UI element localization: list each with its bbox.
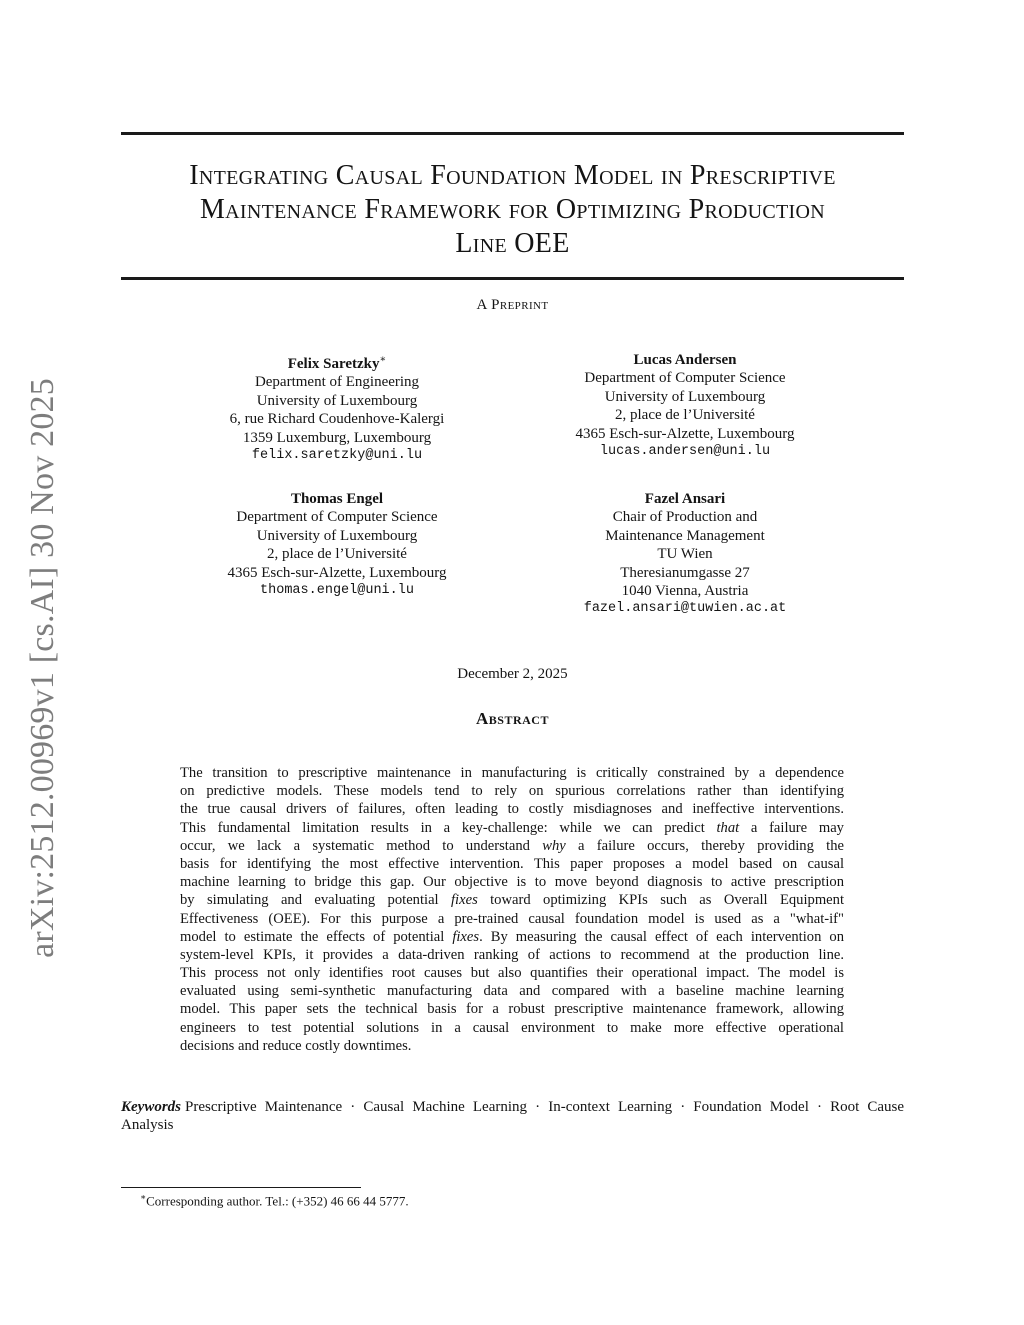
author-name: Thomas Engel [290, 491, 384, 507]
author-block-ansari [525, 490, 845, 619]
emphasis-word: that [716, 819, 740, 836]
keywords-section [121, 1098, 904, 1135]
affiliation-line: Theresianumgasse 27 [620, 564, 750, 581]
arxiv-identifier: arXiv:2512.00969v1 [cs.AI] 30 Nov 2025 [24, 378, 61, 958]
abstract-line: system-level KPIs, it provides a data-driven ranking of actions to recommend at the production line. [180, 946, 844, 963]
title-line: Maintenance Framework for Optimizing Production [199, 194, 825, 225]
author-name: Fazel Ansari [644, 491, 726, 507]
affiliation-line: 1359 Luxemburg, Luxembourg [242, 429, 432, 446]
footnote-text: Corresponding author. Tel.: (+352) 46 66 44 5777. [146, 1193, 409, 1209]
author-block-andersen [525, 351, 845, 461]
affiliation-line: 6, rue Richard Coudenhove-Kalergi [229, 411, 445, 428]
keywords-continuation: Analysis [121, 1117, 174, 1134]
emphasis-word: why [542, 837, 566, 854]
affiliation-line: Department of Computer Science [236, 509, 438, 526]
abstract-line: machine learning to bridge this gap. Our objective is to move beyond diagnosis to active prescription [180, 874, 844, 891]
author-name: Lucas Andersen [633, 352, 737, 368]
affiliation-line: 2, place de l’Université [267, 546, 407, 563]
abstract-heading: Abstract [476, 709, 549, 728]
abstract-line: This process not only identifies root causes but also quantifies their operational impact. The model is [180, 965, 844, 982]
keywords-list: Prescriptive Maintenance · Causal Machine Learning · In-context Learning · Foundation Model · Root Cause [185, 1099, 904, 1115]
abstract-body [180, 764, 844, 1055]
abstract-line: decisions and reduce costly downtimes. [180, 1037, 412, 1054]
abstract-line: the true causal drivers of failures, often leading to costly misdiagnoses and ineffective interventions. [180, 801, 844, 818]
paper-title [121, 159, 904, 261]
abstract-line: evaluated using semi-synthetic manufacturing data and compared with a baseline machine learning [180, 983, 844, 1000]
affiliation-line: 1040 Vienna, Austria [621, 583, 749, 600]
title-bottom-rule [121, 277, 904, 280]
abstract-line: This fundamental limitation results in a key-challenge: while we can predict that a failure may [180, 819, 844, 836]
abstract-line: model. This paper sets the technical basis for a robust prescriptive maintenance framework, allowing [180, 1001, 844, 1018]
affiliation-line: Department of Computer Science [584, 370, 786, 387]
abstract-line: The transition to prescriptive maintenance in manufacturing is critically constrained by a dependence [180, 765, 844, 781]
affiliation-line: University of Luxembourg [604, 388, 766, 405]
abstract-line: by simulating and evaluating potential fixes toward optimizing KPIs such as Overall Equipment [180, 892, 845, 909]
affiliation-line: 4365 Esch-sur-Alzette, Luxembourg [227, 564, 447, 581]
emphasis-word: fixes [452, 928, 480, 945]
title-line: Integrating Causal Foundation Model in Prescriptive [189, 160, 836, 191]
footnote [140, 1192, 409, 1209]
affiliation-line: University of Luxembourg [256, 392, 418, 409]
title-top-rule [121, 132, 904, 135]
preprint-label: A Preprint [476, 297, 549, 313]
abstract-line: occur, we lack a systematic method to understand why a failure occurs, thereby providing the [180, 837, 844, 854]
footnote-rule [121, 1187, 361, 1188]
affiliation-line: TU Wien [657, 546, 713, 563]
keywords-line [121, 1098, 904, 1116]
abstract-line: engineers to test potential solutions in a causal environment to make more effective operational [180, 1019, 844, 1036]
affiliation-line: Department of Engineering [254, 374, 420, 391]
author-email[interactable]: felix.saretzky@uni.lu [251, 448, 423, 464]
author-email[interactable]: thomas.engel@uni.lu [260, 583, 414, 599]
title-line: Line OEE [455, 228, 570, 259]
author-block-saretzky [177, 351, 497, 465]
abstract-line: model to estimate the effects of potential fixes. By measuring the causal effect of each intervention on [180, 928, 844, 945]
affiliation-line: Chair of Production and [612, 509, 758, 526]
paper-date: December 2, 2025 [457, 666, 568, 682]
affiliation-line: 4365 Esch-sur-Alzette, Luxembourg [575, 425, 795, 442]
abstract-line: basis for identifying the most effective intervention. This paper proposes a model based on causal [180, 855, 844, 872]
author-email[interactable]: lucas.andersen@uni.lu [599, 444, 771, 460]
abstract-line: Effectiveness (OEE). For this purpose a pre-trained causal foundation model is used as a "what-if" [180, 910, 844, 927]
author-name: Felix Saretzky∗ [287, 354, 387, 372]
author-email[interactable]: fazel.ansari@tuwien.ac.at [583, 601, 787, 617]
affiliation-line: University of Luxembourg [256, 527, 418, 544]
affiliation-line: 2, place de l’Université [615, 407, 755, 424]
abstract-line: on predictive models. These models tend to rely on spurious correlations rather than identifying [180, 783, 844, 800]
corresponding-mark: ∗ [379, 354, 387, 365]
footnote-mark: ∗ [140, 1192, 147, 1202]
affiliation-line: Maintenance Management [605, 527, 765, 544]
author-block-engel [177, 490, 497, 600]
keywords-label: Keywords [121, 1099, 181, 1115]
emphasis-word: fixes [451, 892, 478, 909]
